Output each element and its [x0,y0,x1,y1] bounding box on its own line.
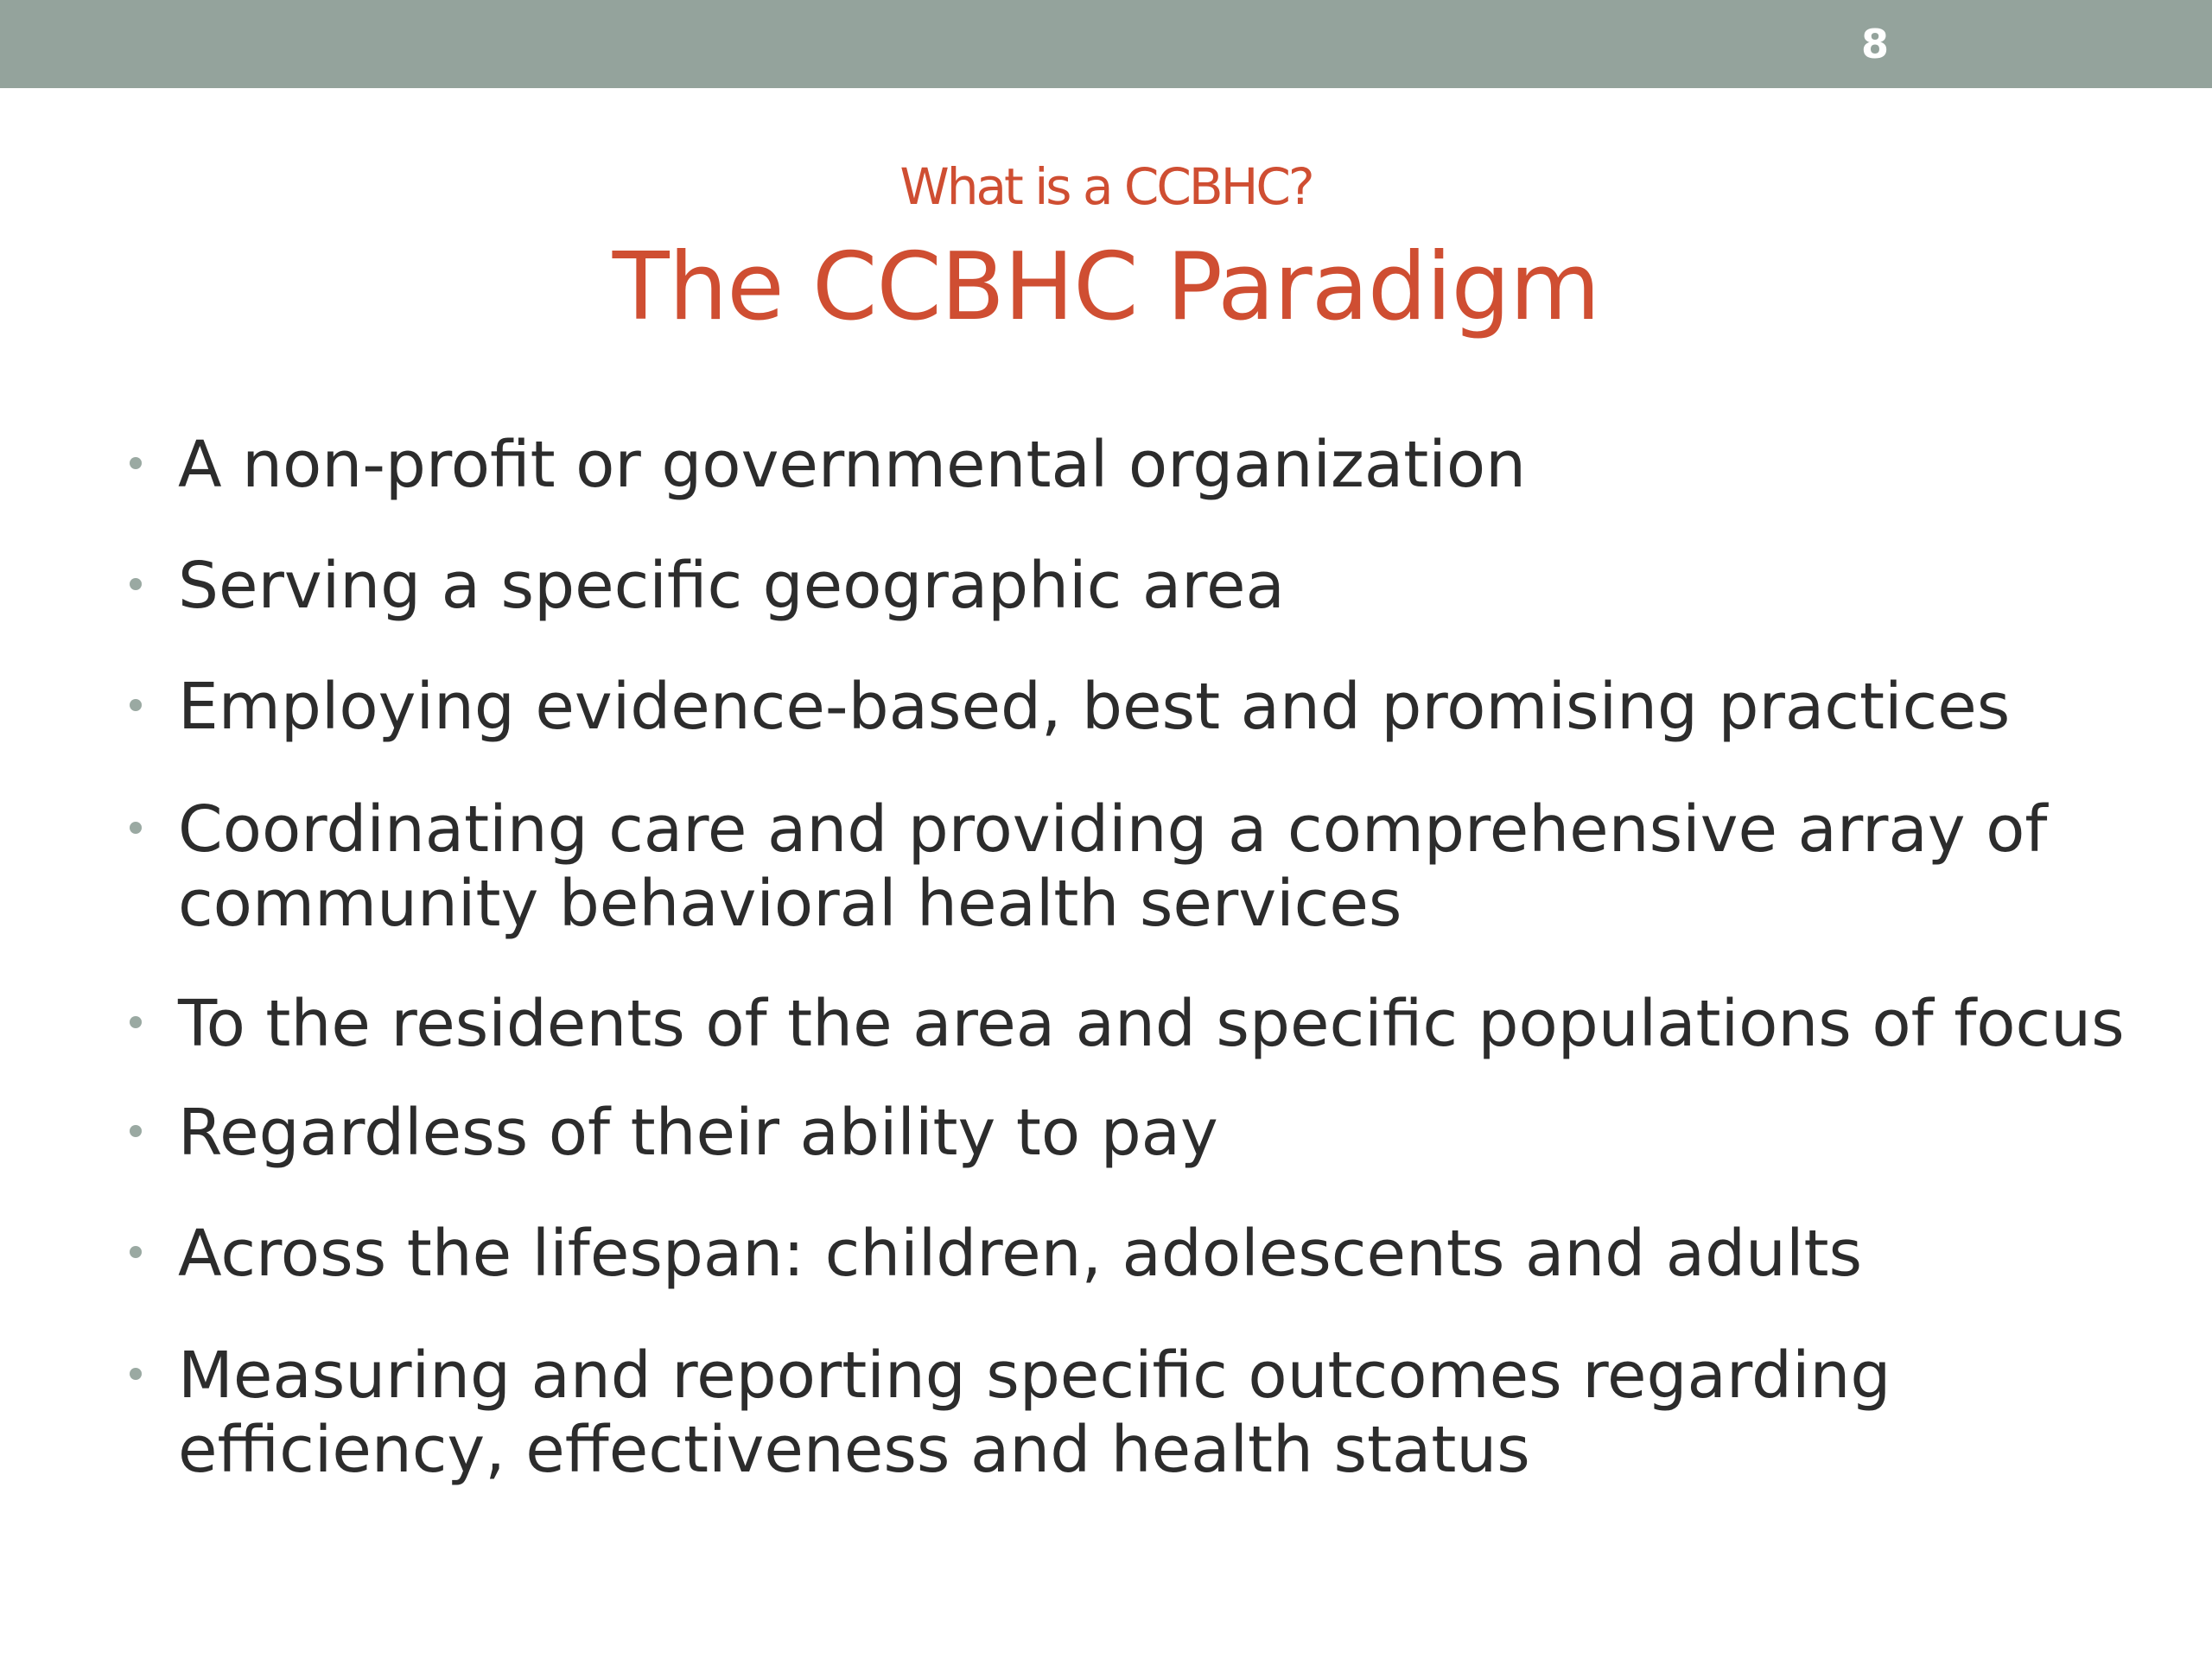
bullet-line: Employing evidence-based, best and promising practices [178,670,2011,744]
bullet-line: efficiency, effectiveness and health status [178,1413,1530,1487]
slide-number: 8 [1860,21,1889,67]
bullet-text [178,792,2143,941]
bullet-text [178,428,2143,502]
bullet-dot-icon [130,822,142,834]
slide-subtitle: What is a CCBHC? [899,157,1313,216]
bullet-text [178,1096,2143,1170]
bullet-line: Measuring and reporting specific outcomes regarding [178,1338,1891,1413]
bullet-text [178,1338,2143,1487]
bullet-dot-icon [130,1368,142,1380]
bullet-text [178,670,2143,744]
bullet-text [178,1217,2143,1291]
bullet-dot-icon [130,457,142,469]
bullet-line: To the residents of the area and specific populations of focus [178,987,2125,1061]
bullet-text [178,549,2143,623]
bullet-dot-icon [130,699,142,711]
bullet-line: A non-profit or governmental organization [178,428,1526,502]
bullet-line: Serving a specific geographic area [178,549,1285,623]
bullet-line: community behavioral health services [178,867,1402,941]
slide-title: The CCBHC Paradigm [612,233,1600,341]
bullet-text [178,987,2143,1061]
bullet-dot-icon [130,1125,142,1137]
bullet-line: Across the lifespan: children, adolescents and adults [178,1217,1863,1291]
bullet-line: Coordinating care and providing a comprehensive array of [178,792,2048,867]
bullet-dot-icon [130,578,142,590]
bullet-dot-icon [130,1246,142,1258]
bullet-dot-icon [130,1016,142,1028]
bullet-line: Regardless of their ability to pay [178,1096,1218,1170]
